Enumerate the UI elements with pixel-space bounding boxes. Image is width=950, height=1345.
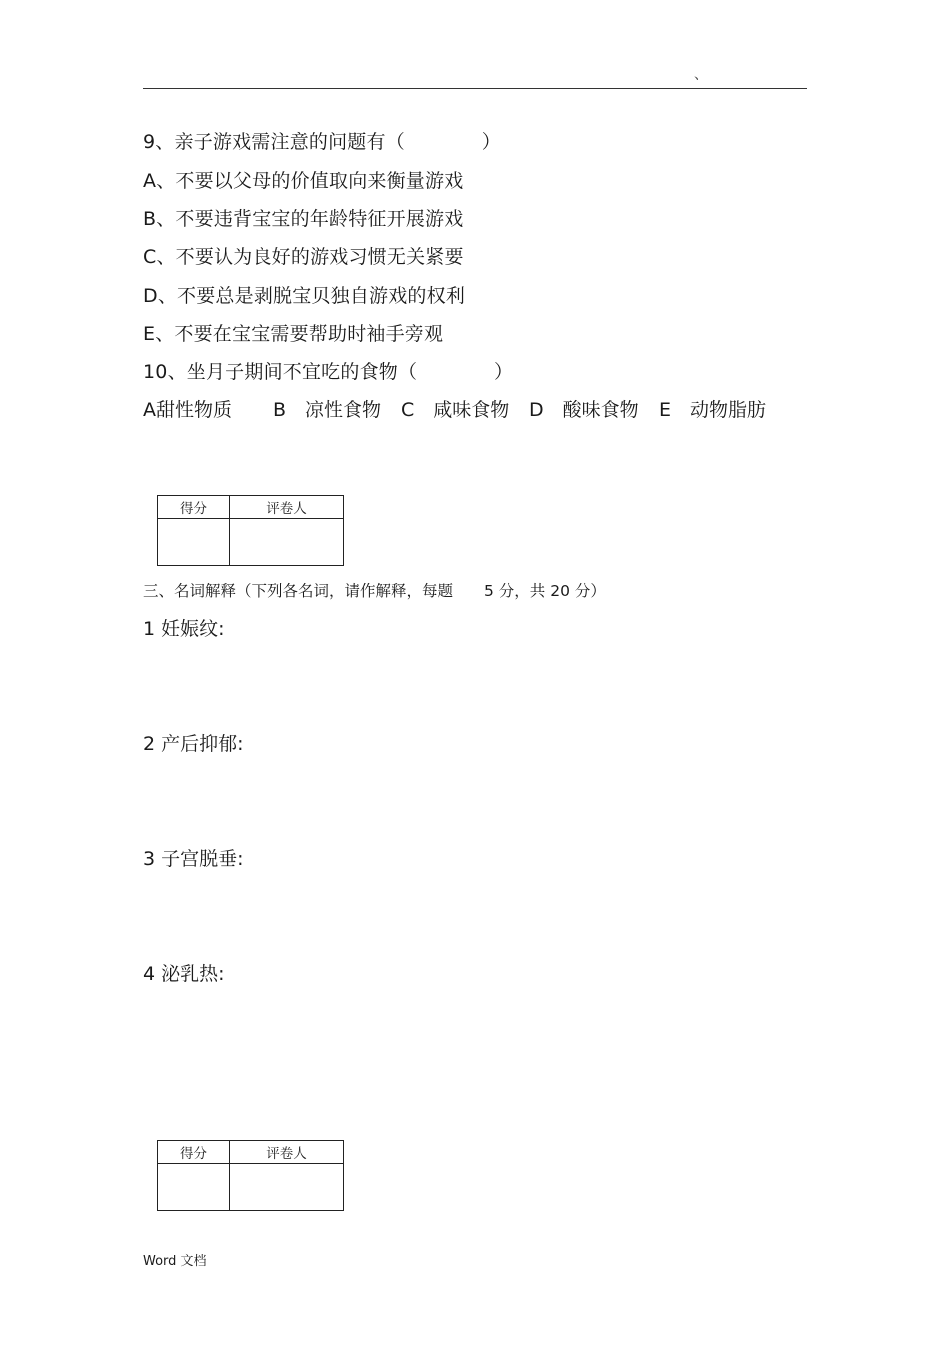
q10-option-d: D 酸味食物 [529,399,639,421]
option-c: C、不要认为良好的游戏习惯无关紧要 [143,246,464,268]
option-b: B、不要违背宝宝的年龄特征开展游戏 [143,208,464,230]
header-mark: 、 [694,67,708,83]
score-cell [158,1164,230,1211]
score-header: 得分 [158,1141,230,1164]
term-2: 2 产后抑郁: [143,733,244,755]
q10-option-a: A甜性物质 [143,399,232,421]
question-10: 10、坐月子期间不宜吃的食物（ ） [143,361,514,383]
section-3-title: 三、名词解释（下列各名词，请作解释，每题 5 分，共 20 分） [143,582,606,600]
grader-header: 评卷人 [230,496,344,519]
question-10-options [143,395,766,422]
score-cell [158,519,230,566]
option-e: E、不要在宝宝需要帮助时袖手旁观 [143,323,444,345]
term-4: 4 泌乳热: [143,963,225,985]
term-3: 3 子宫脱垂: [143,848,244,870]
question-9: 9、亲子游戏需注意的问题有（ ） [143,131,501,153]
score-header: 得分 [158,496,230,519]
footer-label: Word 文档 [143,1254,207,1269]
grader-cell [230,519,344,566]
term-1: 1 妊娠纹: [143,618,225,640]
option-a: A、不要以父母的价值取向来衡量游戏 [143,170,464,192]
score-table-2 [157,1140,344,1211]
q10-option-b: B 凉性食物 [273,399,382,421]
q10-option-e: E 动物脂肪 [659,399,767,421]
score-table-1 [157,495,344,566]
option-d: D、不要总是剥脱宝贝独自游戏的权利 [143,285,466,307]
header-rule [143,88,807,89]
grader-cell [230,1164,344,1211]
q10-option-c: C 咸味食物 [401,399,510,421]
grader-header: 评卷人 [230,1141,344,1164]
